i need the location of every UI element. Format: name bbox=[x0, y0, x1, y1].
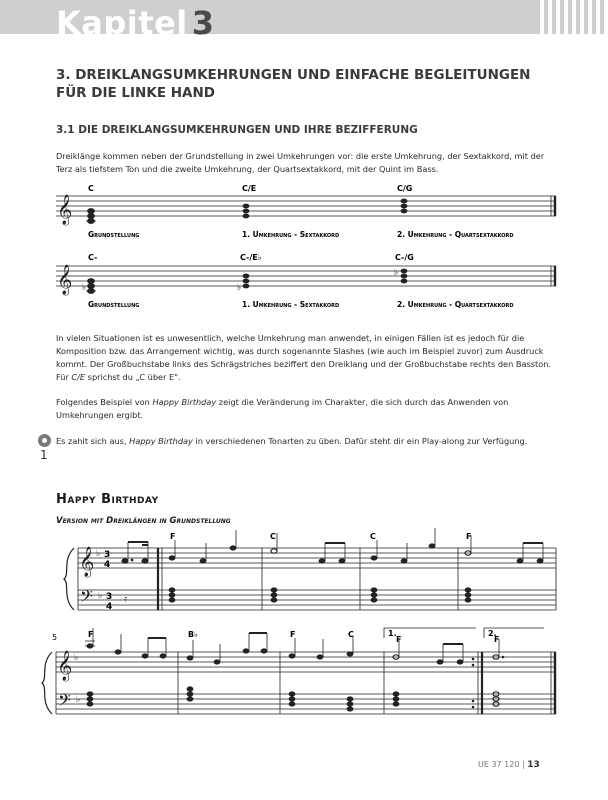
chapter-number: 3 bbox=[191, 4, 215, 42]
p1-italic: C/E bbox=[71, 372, 86, 382]
example2-chord-symbol-3: C-/G bbox=[395, 253, 414, 262]
time-signature-top: 3 bbox=[106, 592, 113, 602]
song-chord-symbol: F bbox=[88, 630, 94, 639]
example2-chord-symbol-1: C- bbox=[88, 253, 98, 262]
song-chord-symbol: C bbox=[348, 630, 354, 639]
song-chord-symbol: B♭ bbox=[188, 630, 198, 639]
song-subtitle: Version mit Dreiklängen in Grundstellung bbox=[56, 516, 231, 526]
publisher-code: UE 37 120 bbox=[478, 760, 520, 769]
measure-number: 5 bbox=[52, 633, 58, 642]
section-title: 3. DREIKLANGSUMKEHRUNGEN UND EINFACHE BEGLEITUNGEN FÜR DIE LINKE HAND bbox=[56, 67, 531, 101]
p3-text-a: Es zahlt sich aus, bbox=[56, 436, 130, 446]
song-system-1 bbox=[64, 548, 556, 610]
song-measure-4 bbox=[465, 535, 543, 602]
p3-italic: Happy Birthday bbox=[129, 436, 193, 446]
treble-clef-icon: 𝄞 bbox=[57, 265, 73, 295]
rest-icon: 𝄿 bbox=[124, 594, 128, 605]
song-chord-symbol: C bbox=[270, 532, 276, 541]
example1-chord-sextakkord bbox=[243, 204, 250, 219]
repeat-dots bbox=[472, 658, 475, 709]
example1-chord-quartsextakkord bbox=[401, 199, 408, 214]
example2-staff bbox=[56, 266, 556, 286]
pickup-notes bbox=[122, 542, 148, 605]
example1-chord-symbol-3: C/G bbox=[397, 184, 413, 193]
p2-italic: Happy Birthday bbox=[152, 397, 217, 407]
song-measure-8 bbox=[393, 639, 463, 706]
p2-text-b: zeigt die Veränderung im Charakter, die sich durch das Anwenden von Umkehrungen ergibt. bbox=[56, 397, 509, 420]
flat-icon: ♭ bbox=[76, 695, 81, 705]
track-number: 1 bbox=[40, 448, 48, 462]
bass-clef-icon: 𝄢 bbox=[80, 586, 93, 610]
song-chord-symbol: F bbox=[396, 635, 402, 644]
flat-icon: ♭ bbox=[74, 653, 79, 663]
example2-label-2: 1. Umkehrung - Sextakkord bbox=[242, 300, 340, 309]
song-chord-symbol: F bbox=[170, 532, 176, 541]
example1-label-3: 2. Umkehrung - Quartsextakkord bbox=[397, 230, 514, 239]
treble-clef-icon: 𝄞 bbox=[57, 195, 73, 225]
song-measure-9 bbox=[493, 639, 504, 706]
volta-1-label: 1. bbox=[388, 629, 397, 638]
example1-chord-symbol-1: C bbox=[88, 184, 94, 193]
subsection-title: 3.1 DIE DREIKLANGSUMKEHRUNGEN UND IHRE BEZIFFERUNG bbox=[56, 124, 418, 136]
page-footer bbox=[478, 760, 540, 770]
song-chord-symbol: F bbox=[466, 532, 472, 541]
example2-label-3: 2. Umkehrung - Quartsextakkord bbox=[397, 300, 514, 309]
flat-icon: ♭ bbox=[394, 268, 399, 278]
example1-label-1: Grundstellung bbox=[88, 230, 140, 239]
flat-icon: ♭ bbox=[98, 591, 103, 601]
song-measure-3 bbox=[371, 528, 435, 602]
bass-clef-icon: 𝄢 bbox=[58, 690, 71, 714]
flat-icon: ♭ bbox=[82, 283, 87, 293]
song-chord-symbol: C bbox=[370, 532, 376, 541]
song-chord-symbol: F bbox=[290, 630, 296, 639]
example2-label-1: Grundstellung bbox=[88, 300, 140, 309]
example1-label-2: 1. Umkehrung - Sextakkord bbox=[242, 230, 340, 239]
song-system-2 bbox=[42, 628, 556, 714]
flat-icon: ♭ bbox=[237, 283, 242, 293]
page-number: 13 bbox=[527, 760, 540, 770]
volta-2-label: 2. bbox=[488, 629, 497, 638]
p2-text-a: Folgendes Beispiel von bbox=[56, 397, 153, 407]
song-measure-7 bbox=[289, 636, 353, 711]
footer-separator: | bbox=[522, 760, 525, 769]
treble-clef-icon: 𝄞 bbox=[57, 651, 73, 681]
p1-text-a: In vielen Situationen ist es unwesentlich, welche Umkehrung man anwendet, in einigen Fällen ist es jedoch für die Komposition bzw. das Arrangement wichtig, was durch sogenannte Slashes (wie auch im Beispiel zuvor) zum Ausdruck kommt. Der Großbuchstabe links des Schrägstriches beziffert den Dreiklang und der Großbuchstabe rechts den Basston. Für bbox=[56, 333, 552, 382]
example2-chord-symbol-2: C-/E♭ bbox=[240, 253, 262, 262]
song-chord-symbol: F bbox=[494, 635, 500, 644]
time-signature-bottom: 4 bbox=[104, 560, 111, 570]
p3-text-b: in verschiedenen Tonarten zu üben. Dafür steht dir ein Play-along zur Verfügung. bbox=[192, 436, 528, 446]
song-measure-1 bbox=[169, 530, 236, 602]
example1-staff bbox=[56, 196, 556, 216]
intro-paragraph: Dreiklänge kommen neben der Grundstellung in zwei Umkehrungen vor: die erste Umkehrung, der Sextakkord, mit der Terz als tiefstem Ton und die zweite Umkehrung, der Quartsextakkord, mit der Quint im Bass. bbox=[56, 151, 545, 174]
p1-text-b: sprichst du „C über E". bbox=[85, 372, 181, 382]
time-signature-bottom: 4 bbox=[106, 602, 113, 612]
example2-chord-sextakkord bbox=[237, 274, 249, 293]
treble-clef-icon: 𝄞 bbox=[79, 547, 95, 577]
example1-chord-symbol-2: C/E bbox=[242, 184, 257, 193]
chapter-word: Kapitel bbox=[56, 4, 188, 42]
example1-chord-grundstellung bbox=[86, 209, 96, 224]
time-signature-top: 3 bbox=[104, 550, 111, 560]
song-title: Happy Birthday bbox=[56, 492, 159, 507]
flat-icon: ♭ bbox=[96, 549, 101, 559]
